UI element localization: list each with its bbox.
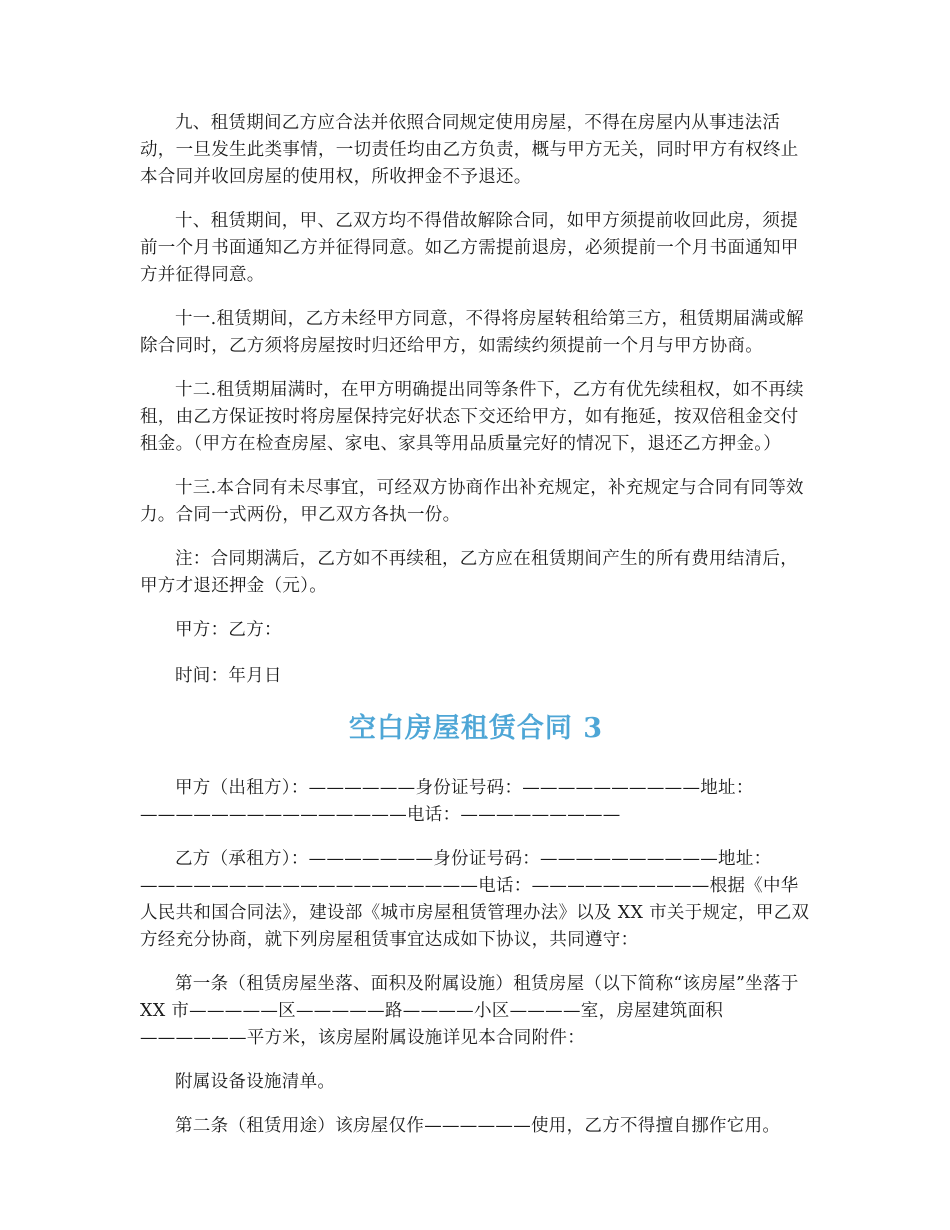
facilities-list-note: 附属设备设施清单。 [175, 1072, 336, 1092]
clause-9: 九、租赁期间乙方应合法并依照合同规定使用房屋，不得在房屋内从事违法活动，一旦发生此类事情，一切责任均由乙方负责，概与甲方无关，同时甲方有权终止本合同并收回房屋的使用权，所收押金不予退还。 [140, 113, 799, 187]
section-title: 空白房屋租赁合同 3 [348, 713, 604, 744]
date-line: 时间：年月日 [175, 666, 282, 686]
article-2: 第二条（租赁用途）该房屋仅作——————使用，乙方不得擅自挪作它用。 [175, 1116, 781, 1136]
party-b-info: 乙方（承租方）：———————身份证号码：——————————地址：———————————————————电话：——————————根据《中华人民共和国合同法》，建设部《城市房屋租赁管理办法》以及 XX 市关于规定，甲乙双方经充分协商，就下列房屋租赁事宜达成如下协议，共同遵守： [140, 849, 810, 950]
clause-13: 十三.本合同有未尽事宜，可经双方协商作出补充规定，补充规定与合同有同等效力。合同一式两份，甲乙双方各执一份。 [140, 478, 804, 525]
clause-11: 十一.租赁期间，乙方未经甲方同意，不得将房屋转租给第三方，租赁期届满或解除合同时，乙方须将房屋按时归还给甲方，如需续约须提前一个月与甲方协商。 [140, 309, 804, 356]
signature-line: 甲方：乙方： [175, 620, 282, 640]
article-1: 第一条（租赁房屋坐落、面积及附属设施）租赁房屋（以下简称“该房屋”坐落于 XX 市—————区—————路————小区————室，房屋建筑面积——————平方米，该房屋附属设施详见本合同附件： [140, 974, 799, 1048]
clause-12: 十二.租赁期届满时，在甲方明确提出同等条件下，乙方有优先续租权，如不再续租，由乙方保证按时将房屋保持完好状态下交还给甲方，如有拖延，按双倍租金交付租金。（甲方在检查房屋、家电、家具等用品质量完好的情况下，退还乙方押金。） [140, 380, 804, 454]
note-paragraph: 注：合同期满后，乙方如不再续租，乙方应在租赁期间产生的所有费用结清后，甲方才退还押金（元）。 [140, 549, 798, 596]
clause-10: 十、租赁期间，甲、乙双方均不得借故解除合同，如甲方须提前收回此房，须提前一个月书面通知乙方并征得同意。如乙方需提前退房，必须提前一个月书面通知甲方并征得同意。 [140, 211, 799, 285]
party-a-info: 甲方（出租方）：——————身份证号码：——————————地址：———————————————电话：————————— [140, 778, 754, 825]
